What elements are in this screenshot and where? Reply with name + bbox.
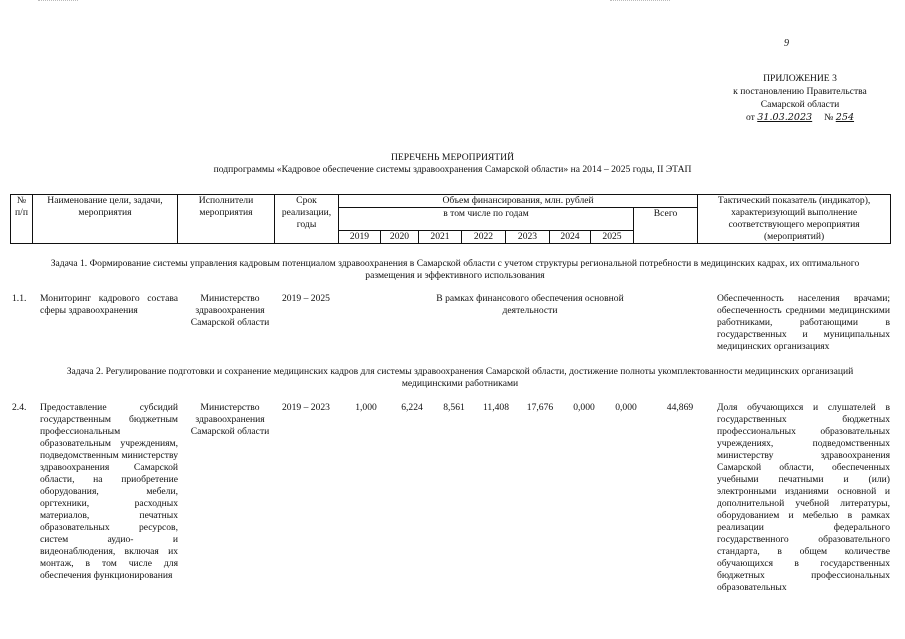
header-year: 2021: [419, 231, 462, 244]
header-by-years: в том числе по годам: [339, 208, 634, 231]
page-mark: 9: [784, 38, 789, 49]
header-term: Срок реализации, годы: [275, 195, 339, 244]
header-funding: Объем финансирования, млн. рублей: [339, 195, 698, 208]
header-year: 2019: [339, 231, 381, 244]
page-subtitle: подпрограммы «Кадровое обеспечение системы здравоохранения Самарской области» на 2014 – 2025 годы, II ЭТАП: [213, 164, 692, 175]
row2-name: Предоставление субсидий государственным бюджетным профессиональным образовательным учреждениям, подведомственным министерству здравоохранения Самарской области, на приобретение оборудования, мебели, оргтехники, расходных материалов, печатных образовательных ресурсов, систем аудио- и видеонаблюдения, включая их монтаж, в том числе для обеспечения функционирования: [40, 402, 178, 581]
task2-heading: Задача 2. Регулирование подготовки и сохранение медицинских кадров для системы здравоохранения Самарской области, достижение полноты укомплектованности медицинских организаций медицинскими работниками: [66, 366, 854, 389]
appendix-date-line: [700, 111, 900, 124]
row2-total: 44,869: [666, 402, 694, 413]
row2-value-2025: 0,000: [615, 402, 637, 413]
header-year: 2025: [591, 231, 634, 244]
row2-value-2022: 11,408: [482, 402, 510, 413]
header-year: 2020: [381, 231, 419, 244]
header-no: № п/п: [11, 195, 33, 244]
row2-no: 2.4.: [12, 402, 27, 413]
header-year: 2022: [462, 231, 506, 244]
scan-mark: [610, 0, 670, 3]
header-name: Наименование цели, задачи, мероприятия: [33, 195, 178, 244]
header-year: 2024: [550, 231, 591, 244]
row1-name: Мониторинг кадрового состава сферы здравоохранения: [40, 293, 178, 316]
appendix-line1: ПРИЛОЖЕНИЕ 3: [763, 73, 837, 84]
row2-value-2024: 0,000: [573, 402, 595, 413]
page-title: ПЕРЕЧЕНЬ МЕРОПРИЯТИЙ: [391, 152, 514, 163]
row2-executor: Министерство здравоохранения Самарской области: [190, 402, 270, 437]
task1-heading: Задача 1. Формирование системы управления кадровым потенциалом здравоохранения в Самарской области с учетом структуры региональной потребности в медицинских кадрах, их оптимального размещения и эффективного использования: [50, 258, 860, 281]
appendix-line3: Самарской области: [760, 99, 840, 110]
row2-value-2019: 1,000: [355, 402, 377, 413]
appendix-block: [700, 72, 900, 124]
row1-term: 2019 – 2025: [282, 293, 330, 304]
row1-funding-note: В рамках финансового обеспечения основной деятельности: [436, 293, 624, 316]
row1-no: 1.1.: [12, 293, 27, 304]
date-prefix: от: [745, 112, 755, 123]
header-total: Всего: [634, 208, 698, 244]
table-header: [10, 194, 891, 244]
row2-value-2020: 6,224: [401, 402, 423, 413]
number-prefix: №: [824, 112, 834, 123]
scan-mark: [38, 0, 78, 3]
date-value: 31.03.2023: [757, 112, 813, 123]
row2-value-2023: 17,676: [526, 402, 554, 413]
header-executors: Исполнители мероприятия: [178, 195, 275, 244]
appendix-line2: к постановлению Правительства: [733, 86, 867, 97]
row1-indicator: Обеспеченность населения врачами; обеспеченность средними медицинскими работниками, работающими в государственных и муниципальных медицинских организациях: [717, 293, 890, 352]
row1-executor: Министерство здравоохранения Самарской области: [190, 293, 270, 328]
row2-term: 2019 – 2023: [282, 402, 330, 413]
header-indicator: Тактический показатель (индикатор), характеризующий выполнение соответствующего мероприятия (мероприятий): [698, 195, 891, 244]
header-year: 2023: [506, 231, 550, 244]
number-value: 254: [835, 112, 855, 123]
row2-indicator: Доля обучающихся и слушателей в государственных бюджетных профессиональных образовательных учреждениях, подведомственных министерству здравоохранения Самарской области, обеспеченных учебными печатными и (или) электронными изданиями основной и дополнительной учебной литературы, оборудованием и мебелью в рамках реализации федерального государственного образовательного стандарта, в общем количестве обучающихся в государственных бюджетных профессиональных образовательных: [717, 402, 890, 593]
row2-value-2021: 8,561: [443, 402, 465, 413]
